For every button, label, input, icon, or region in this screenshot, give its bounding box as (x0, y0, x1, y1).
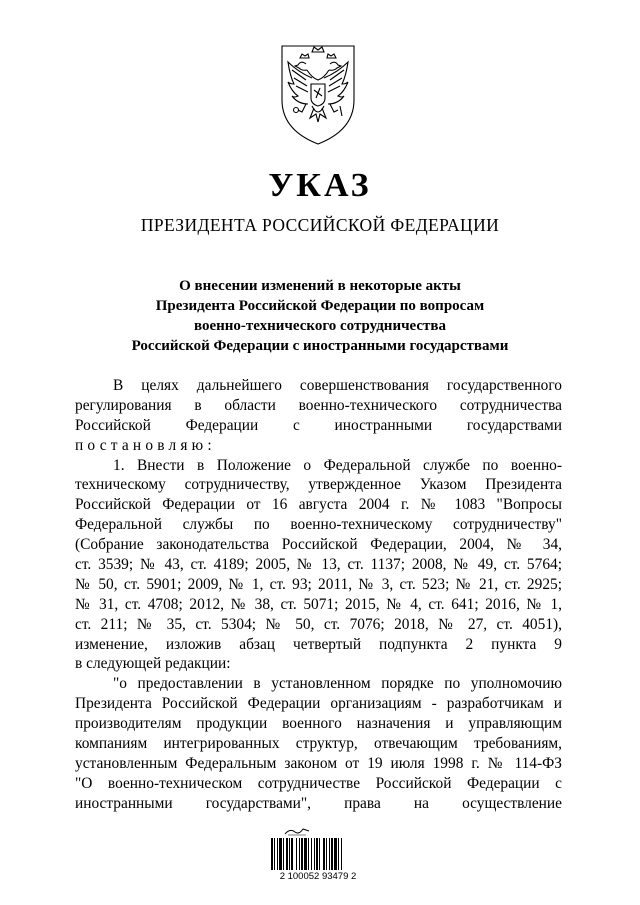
barcode (270, 838, 366, 870)
footer (270, 826, 366, 886)
decree-body (75, 376, 562, 814)
body-line: (Собрание законодательства Российской Федерации, 2004, № 34, (75, 536, 562, 554)
body-line: ст. 211; № 35, ст. 5304; № 50, ст. 7076; 2018, № 27, ст. 4051), (75, 615, 562, 633)
body-line: иностранными государствами", права на осуществление (75, 794, 562, 812)
barcode-number: 2 100052 93479 2 (279, 871, 357, 882)
body-line-postanovlyayu: постановляю: (75, 436, 216, 454)
barcode-bar (271, 838, 273, 870)
heading-line: Президента Российской Федерации по вопросам (155, 298, 485, 314)
body-line: регулирования в области военно-технического сотрудничества (75, 396, 562, 414)
barcode-bar (301, 838, 303, 870)
body-line: Президента Российской Федерации организациям - разработчикам и (75, 695, 562, 713)
barcode-bar (329, 838, 330, 870)
body-line: "О военно-техническом сотрудничестве Российской Федерации с (75, 774, 562, 792)
barcode-bar (289, 838, 290, 870)
barcode-bar (304, 838, 307, 870)
body-line: № 50, ст. 5901; 2009, № 1, ст. 93; 2011, № 3, ст. 523; № 21, ст. 2925; (75, 575, 562, 593)
body-line: установленным Федеральным законом от 19 июля 1998 г. № 114-ФЗ (75, 754, 562, 772)
registration-stamp-icon (284, 826, 310, 836)
coat-of-arms-emblem (276, 38, 360, 148)
body-line: в следующей редакции: (75, 655, 231, 673)
barcode-bar (274, 838, 275, 870)
heading-line: Российской Федерации с иностранными государствами (131, 338, 509, 354)
barcode-bar (296, 838, 297, 870)
barcode-bar (326, 838, 327, 870)
barcode-bar (279, 838, 282, 870)
barcode-bar (299, 838, 300, 870)
barcode-bar (283, 838, 284, 870)
barcode-bar (331, 838, 333, 870)
barcode-bar (277, 838, 278, 870)
body-line: техническому сотрудничеству, утвержденное Указом Президента (75, 476, 562, 494)
barcode-bar (316, 838, 318, 870)
barcode-bar (291, 838, 293, 870)
body-line: изменение, изложив абзац четвертый подпункта 2 пункта 9 (75, 635, 562, 653)
barcode-bar (323, 838, 325, 870)
document-subtitle: ПРЕЗИДЕНТА РОССИЙСКОЙ ФЕДЕРАЦИИ (140, 215, 500, 235)
barcode-bar (286, 838, 288, 870)
heading-line: военно-технического сотрудничества (193, 318, 447, 334)
barcode-bar (341, 838, 342, 870)
barcode-bar (314, 838, 315, 870)
body-line: Российской Федерации с иностранными государствами (75, 416, 562, 434)
heading-line: О внесении изменений в некоторые акты (179, 278, 461, 294)
body-line: компаниям интегрированных структур, отвечающим требованиям, (75, 735, 562, 753)
barcode-bar (338, 838, 339, 870)
barcode-bar (308, 838, 309, 870)
body-line: производителям продукции военного назначения и управляющим (75, 715, 562, 733)
document-title: УКАЗ (268, 167, 372, 204)
body-line: ст. 3539; № 43, ст. 4189; 2005, № 13, ст. 1137; 2008, № 49, ст. 5764; (75, 556, 562, 574)
decree-heading (0, 276, 640, 356)
barcode-bar (311, 838, 312, 870)
body-line: № 31, ст. 4708; 2012, № 38, ст. 5071; 2015, № 4, ст. 641; 2016, № 1, (75, 595, 562, 613)
body-line: Российской Федерации от 16 августа 2004 г. № 1083 "Вопросы (75, 496, 562, 514)
body-line: "о предоставлении в установленном порядке по уполномочию (113, 675, 562, 693)
body-line: В целях дальнейшего совершенствования государственного (113, 377, 562, 394)
barcode-bar (334, 838, 337, 870)
body-line: Федеральной службы по военно-техническому сотрудничеству" (75, 516, 562, 534)
body-line: 1. Внести в Положение о Федеральной службе по военно- (113, 456, 562, 474)
barcode-bar (319, 838, 320, 870)
